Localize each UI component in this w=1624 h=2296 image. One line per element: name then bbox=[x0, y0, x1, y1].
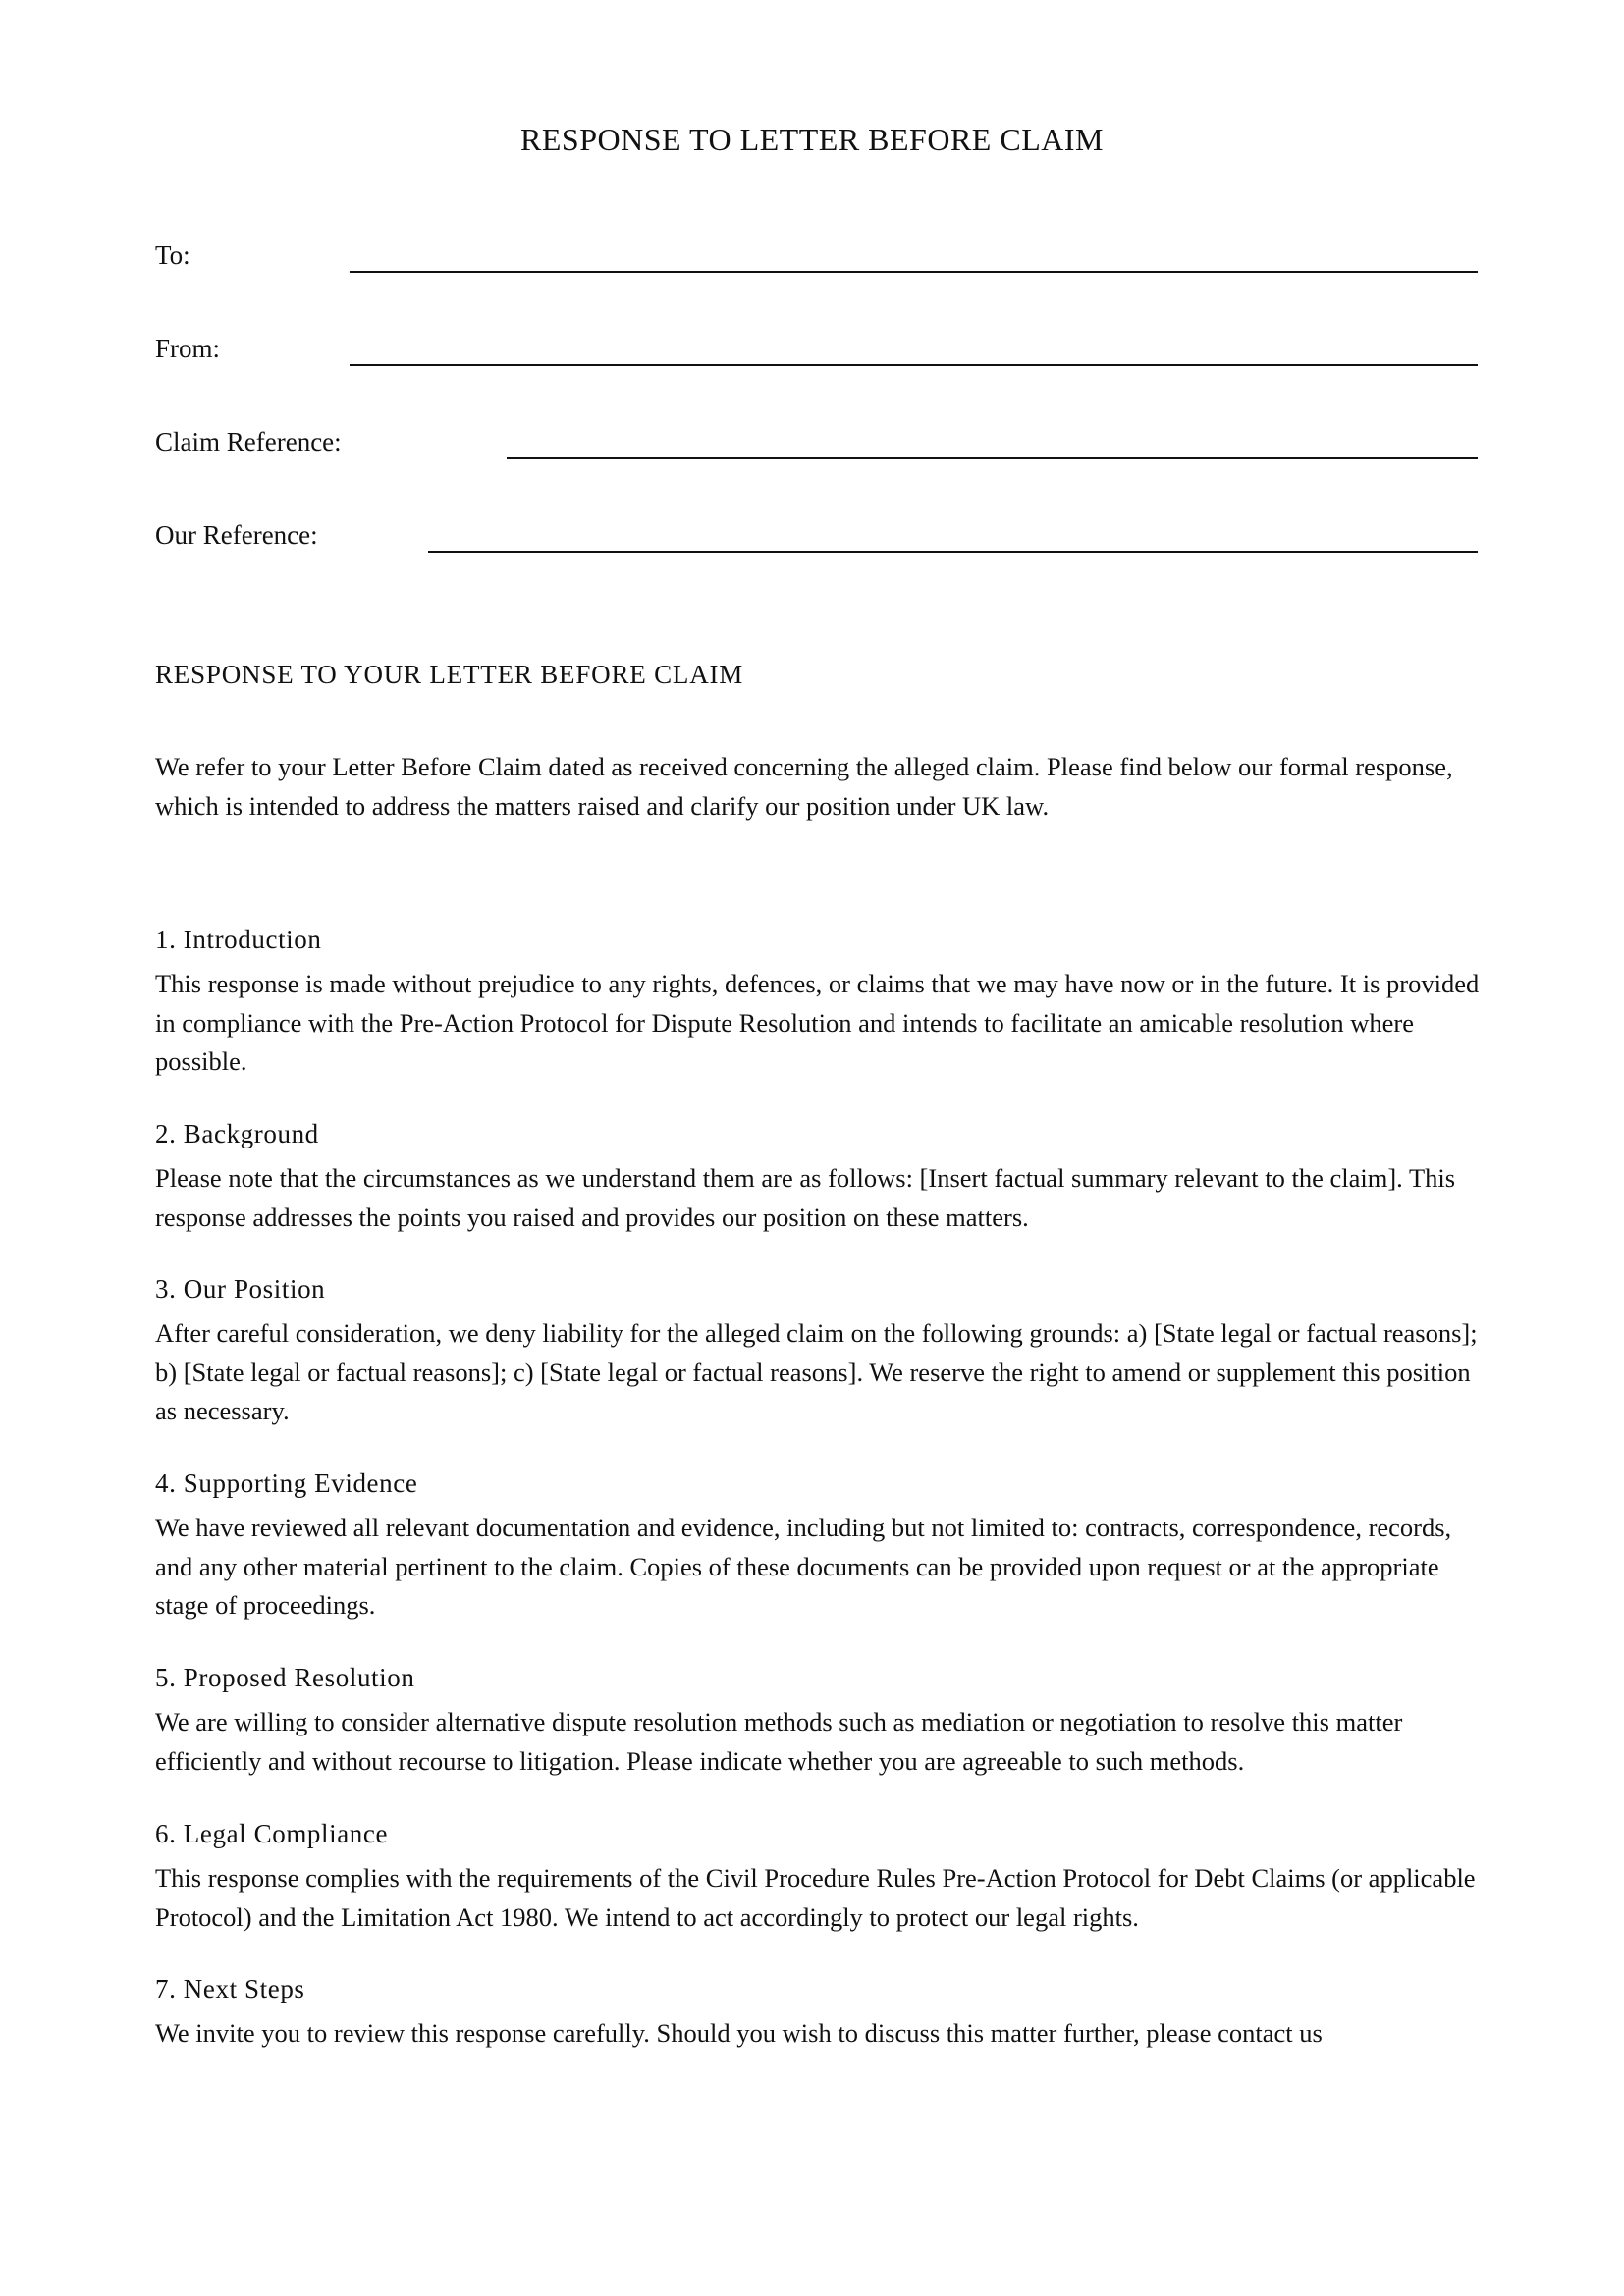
section-heading-supporting-evidence: 4. Supporting Evidence bbox=[155, 1468, 418, 1498]
section-heading-background: 2. Background bbox=[155, 1119, 319, 1148]
claim-reference-field-line[interactable] bbox=[507, 457, 1478, 459]
section-heading-our-position: 3. Our Position bbox=[155, 1274, 326, 1304]
response-heading: RESPONSE TO YOUR LETTER BEFORE CLAIM bbox=[155, 660, 744, 689]
section-heading-introduction: 1. Introduction bbox=[155, 925, 322, 954]
to-field-line[interactable] bbox=[350, 271, 1478, 273]
our-reference-label: Our Reference: bbox=[155, 520, 318, 550]
section-body-next-steps: We invite you to review this response carefully. Should you wish to discuss this matter further, please contact us bbox=[155, 2018, 1323, 2048]
section-heading-next-steps: 7. Next Steps bbox=[155, 1974, 305, 2003]
section-body-our-position: After careful consideration, we deny liability for the alleged claim on the following grounds: a) [State legal or factual reasons]; b) [State legal or factual reasons]; c) [State legal or factual reasons]. We reserve the right to amend or supplement this position as necessary. bbox=[155, 1318, 1478, 1425]
section-body-legal-compliance: This response complies with the requirements of the Civil Procedure Rules Pre-Action Protocol for Debt Claims (or applicable Protocol) and the Limitation Act 1980. We intend to act accordingly to protect our legal rights. bbox=[155, 1863, 1476, 1932]
from-field-line[interactable] bbox=[350, 364, 1478, 366]
document-title: RESPONSE TO LETTER BEFORE CLAIM bbox=[520, 122, 1104, 157]
section-body-background: Please note that the circumstances as we understand them are as follows: [Insert factual summary relevant to the claim]. This response addresses the points you raised and provides our position on these matters. bbox=[155, 1163, 1456, 1232]
section-body-supporting-evidence: We have reviewed all relevant documentation and evidence, including but not limited to: contracts, correspondence, records, and any other material pertinent to the claim. Copies of these documents can be provided upon request or at the appropriate stage of proceedings. bbox=[155, 1513, 1452, 1620]
our-reference-field-line[interactable] bbox=[428, 551, 1478, 553]
claim-reference-label: Claim Reference: bbox=[155, 427, 342, 456]
from-label: From: bbox=[155, 334, 221, 363]
section-body-introduction: This response is made without prejudice to any rights, defences, or claims that we may have now or in the future. It is provided in compliance with the Pre-Action Protocol for Dispute Resolution and intends to facilitate an amicable resolution where possible. bbox=[155, 969, 1480, 1076]
intro-paragraph: We refer to your Letter Before Claim dated as received concerning the alleged claim. Please find below our formal response, which is intended to address the matters raised and clarify our position under UK law. bbox=[155, 752, 1453, 821]
section-heading-proposed-resolution: 5. Proposed Resolution bbox=[155, 1663, 415, 1692]
section-heading-legal-compliance: 6. Legal Compliance bbox=[155, 1819, 389, 1848]
section-body-proposed-resolution: We are willing to consider alternative dispute resolution methods such as mediation or negotiation to resolve this matter efficiently and without recourse to litigation. Please indicate whether you are agreeable to such methods. bbox=[155, 1707, 1403, 1776]
to-label: To: bbox=[155, 240, 190, 270]
